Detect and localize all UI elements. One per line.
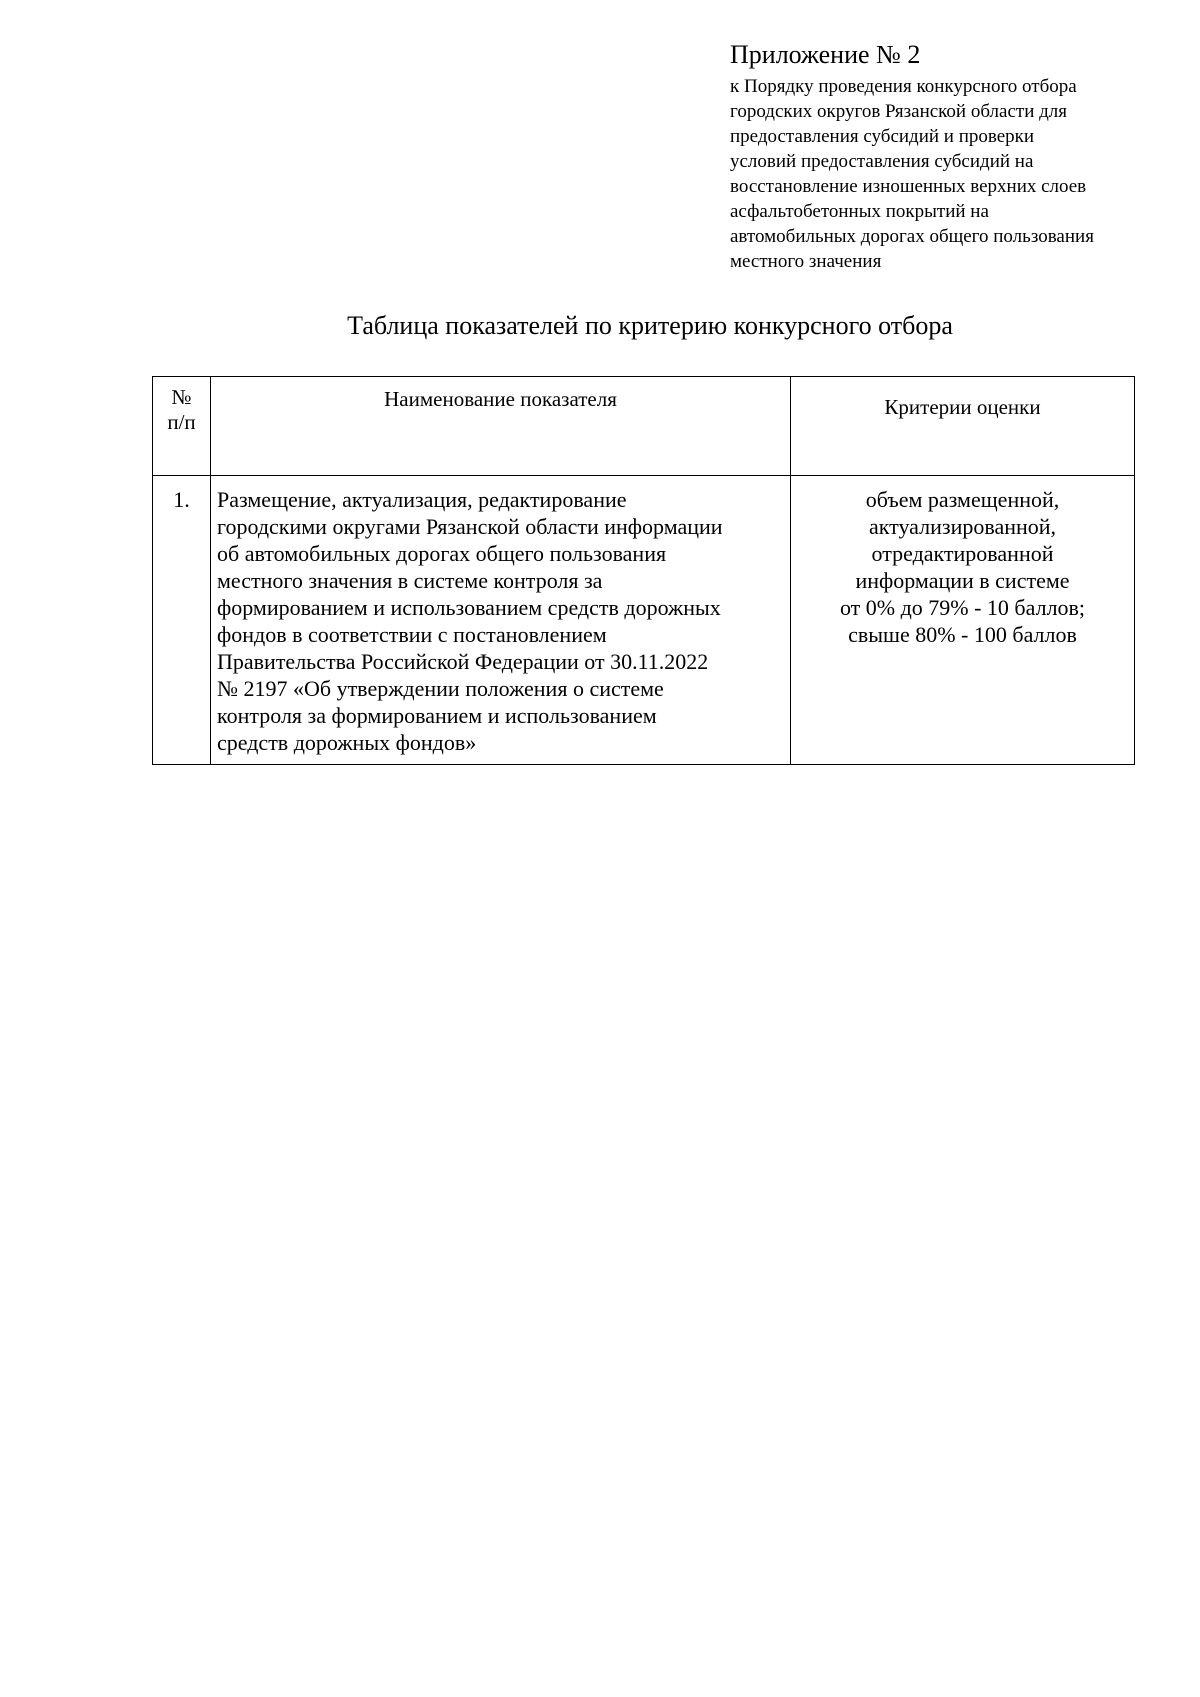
header-number — [153, 377, 211, 476]
appendix-line: местного значения — [730, 251, 882, 272]
name-line: № 2197 «Об утверждении положения о системе — [217, 676, 664, 701]
criteria-line: информации в системе — [855, 568, 1070, 593]
table-title: Таблица показателей по критерию конкурсного отбора — [347, 311, 953, 340]
header-criteria: Критерии оценки — [791, 377, 1135, 476]
appendix-header — [730, 40, 1170, 274]
criteria-line: от 0% до 79% - 10 баллов; — [839, 595, 1086, 620]
name-line: средств дорожных фондов» — [217, 730, 477, 755]
appendix-description — [730, 74, 1170, 274]
header-number-abbr: п/п — [167, 410, 196, 434]
criteria-line: объем размещенной, — [865, 487, 1060, 512]
name-line: формированием и использованием средств дорожных — [217, 595, 721, 620]
name-line: Правительства Российской Федерации от 30.11.2022 — [217, 649, 709, 674]
appendix-line: восстановление изношенных верхних слоев — [730, 176, 1087, 197]
name-line: городскими округами Рязанской области информации — [217, 514, 723, 539]
appendix-line: предоставления субсидий и проверки — [730, 126, 1035, 147]
header-indicator-name: Наименование показателя — [211, 377, 791, 476]
row-number: 1. — [153, 476, 211, 765]
row-indicator-name — [211, 476, 791, 765]
table-header-row — [153, 377, 1135, 476]
table-row — [153, 476, 1135, 765]
name-line: местного значения в системе контроля за — [217, 568, 603, 593]
criteria-line: актуализированной, — [868, 514, 1057, 539]
appendix-line: автомобильных дорогах общего пользования — [730, 226, 1094, 247]
appendix-title: Приложение № 2 — [730, 40, 921, 69]
row-criteria — [791, 476, 1135, 765]
appendix-line: условий предоставления субсидий на — [730, 151, 1034, 172]
criteria-line: свыше 80% - 100 баллов — [848, 622, 1077, 647]
criteria-table — [152, 376, 1135, 765]
header-number-symbol: № — [171, 385, 192, 409]
name-line: Размещение, актуализация, редактирование — [217, 487, 627, 512]
appendix-line: к Порядку проведения конкурсного отбора — [730, 76, 1077, 97]
criteria-line: отредактированной — [871, 541, 1054, 566]
appendix-line: городских округов Рязанской области для — [730, 101, 1067, 122]
name-line: об автомобильных дорогах общего пользования — [217, 541, 667, 566]
name-line: фондов в соответствии с постановлением — [217, 622, 607, 647]
appendix-line: асфальтобетонных покрытий на — [730, 201, 989, 222]
name-line: контроля за формированием и использованием — [217, 703, 657, 728]
